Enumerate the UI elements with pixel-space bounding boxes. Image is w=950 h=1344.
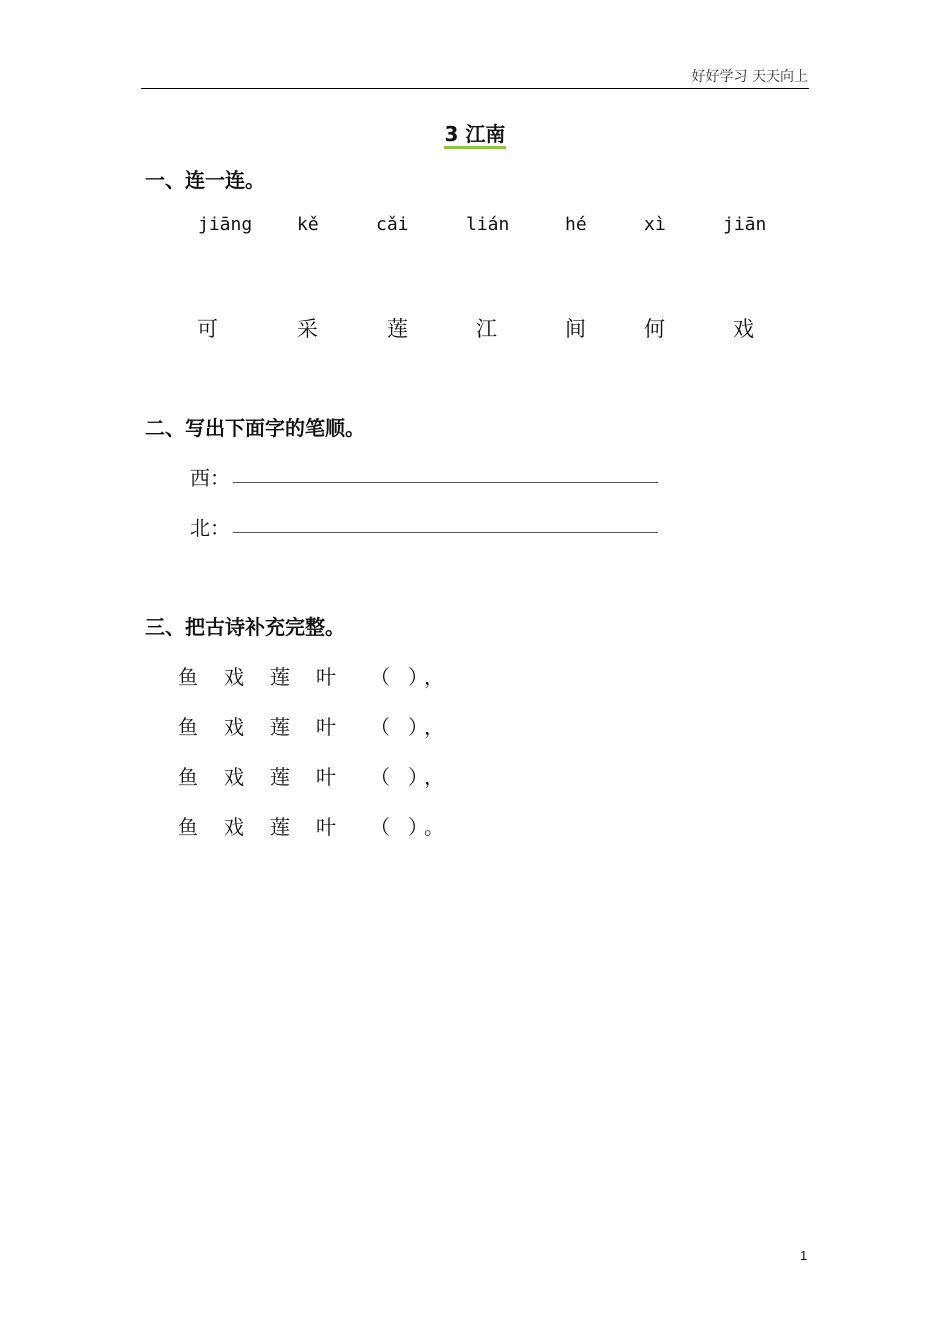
hanzi-item: 间: [565, 317, 586, 341]
pinyin-item: xì: [644, 214, 666, 235]
close-paren: ）: [408, 765, 428, 789]
answer-blank-line[interactable]: [233, 532, 658, 533]
hanzi-item: 何: [644, 317, 665, 341]
poem-punct: ，: [424, 765, 444, 789]
stroke-order-item: [190, 512, 230, 541]
poem-char: 莲: [270, 715, 290, 739]
open-paren: （: [370, 665, 390, 689]
pinyin-item: lián: [466, 214, 510, 235]
stroke-order-label: 西：: [190, 466, 230, 490]
pinyin-item: cǎi: [376, 214, 409, 235]
close-paren: ）: [408, 715, 428, 739]
page-number: 1: [800, 1248, 808, 1263]
hanzi-item: 莲: [387, 317, 408, 341]
hanzi-item: 可: [197, 317, 218, 341]
pinyin-item: jiāng: [198, 214, 253, 235]
poem-char: 叶: [316, 665, 336, 689]
page-title: [0, 122, 950, 149]
poem-char: 戏: [224, 715, 244, 739]
open-paren: （: [370, 715, 390, 739]
pinyin-item: kě: [297, 214, 319, 235]
open-paren: （: [370, 815, 390, 839]
close-paren: ）: [408, 665, 428, 689]
poem-char: 鱼: [178, 765, 198, 789]
poem-char: 戏: [224, 665, 244, 689]
poem-char: 鱼: [178, 665, 198, 689]
pinyin-item: hé: [565, 214, 587, 235]
stroke-order-label: 北：: [190, 516, 230, 540]
stroke-order-item: [190, 462, 230, 491]
poem-char: 莲: [270, 765, 290, 789]
poem-char: 莲: [270, 815, 290, 839]
poem-char: 叶: [316, 815, 336, 839]
section1-heading: 一、连一连。: [145, 168, 265, 192]
pinyin-item: jiān: [723, 214, 767, 235]
title-text: 3 江南: [444, 122, 507, 149]
header-rule: [141, 88, 809, 89]
hanzi-item: 采: [297, 317, 318, 341]
section3-heading: 三、把古诗补充完整。: [145, 615, 345, 639]
poem-char: 鱼: [178, 815, 198, 839]
poem-punct: ，: [424, 715, 444, 739]
poem-char: 叶: [316, 715, 336, 739]
page-header-text: 好好学习 天天向上: [691, 69, 808, 85]
hanzi-item: 戏: [733, 317, 754, 341]
answer-blank-line[interactable]: [233, 482, 658, 483]
poem-char: 莲: [270, 665, 290, 689]
poem-char: 戏: [224, 815, 244, 839]
poem-char: 叶: [316, 765, 336, 789]
open-paren: （: [370, 765, 390, 789]
section2-heading: 二、写出下面字的笔顺。: [145, 416, 365, 440]
poem-punct: ，: [424, 665, 444, 689]
poem-char: 鱼: [178, 715, 198, 739]
poem-char: 戏: [224, 765, 244, 789]
close-paren: ）: [408, 815, 428, 839]
poem-punct: 。: [424, 815, 444, 839]
hanzi-item: 江: [476, 317, 497, 341]
